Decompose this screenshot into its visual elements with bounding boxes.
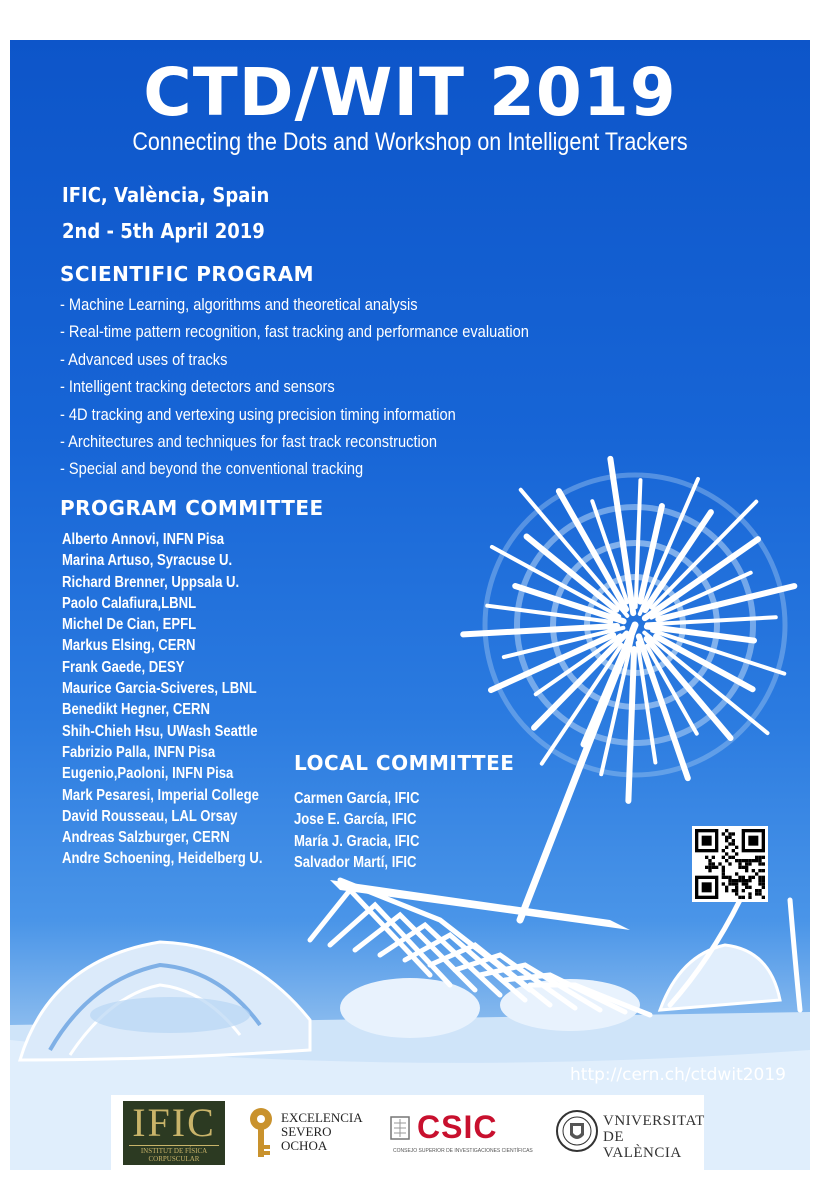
qr-module [758,856,761,859]
qr-module [748,886,751,889]
qr-module [762,896,765,899]
committee-member: Andre Schoening, Heidelberg U. [62,850,263,868]
qr-module [752,859,755,862]
qr-module [722,882,725,885]
qr-module [728,862,731,865]
committee-member: Alberto Annovi, INFN Pisa [62,531,225,548]
committee-member: Marina Artuso, Syracuse U. [62,552,233,570]
ific-logo: IFIC INSTITUT DE FÍSICA CORPUSCULAR [123,1101,225,1165]
qr-module [762,886,765,889]
qr-module [748,892,751,895]
qr-module [748,862,751,865]
qr-module [705,866,708,869]
committee-member: Richard Brenner, Uppsala U. [62,573,240,591]
qr-module [748,879,751,882]
list-item: - Advanced uses of tracks [60,349,228,369]
qr-module [725,829,728,832]
sponsor-logo-bar [111,1095,704,1170]
qr-module [735,859,738,862]
qr-module [745,882,748,885]
event-dates: 2nd - 5th April 2019 [62,219,265,243]
list-item: - Architectures and techniques for fast track reconstruction [60,431,438,451]
poster-title: CTD/WIT 2019 [143,54,677,131]
qr-module [732,856,735,859]
qr-module [732,882,735,885]
qr-module [755,859,758,862]
committee-member: Salvador Martí, IFIC [294,853,417,871]
qr-module [738,859,741,862]
qr-module [762,879,765,882]
qr-module [735,872,738,875]
qr-module [755,889,758,892]
qr-module [745,869,748,872]
qr-module [732,849,735,852]
qr-module [758,876,761,879]
qr-module [705,856,708,859]
qr-module [758,892,761,895]
qr-module [722,849,725,852]
qr-module [748,896,751,899]
qr-module [722,866,725,869]
committee-member: Frank Gaede, DESY [62,658,185,676]
qr-module [758,859,761,862]
qr-module [745,879,748,882]
poster [10,40,810,1170]
firework-ray [636,480,641,607]
qr-module [722,856,725,859]
qr-module [735,846,738,849]
qr-module [735,886,738,889]
universitat-valencia-logo: VNIVERSITAT DE VALÈNCIA [603,1113,705,1161]
qr-module [742,876,745,879]
qr-module [742,889,745,892]
qr-module [752,876,755,879]
committee-member: Andreas Salzburger, CERN [62,829,230,847]
csic-subtitle: CONSEJO SUPERIOR DE INVESTIGACIONES CIENTÍFICAS [393,1148,533,1154]
scientific-program-heading: SCIENTIFIC PROGRAM [60,262,315,286]
qr-module [708,869,711,872]
qr-module [738,879,741,882]
qr-module [728,879,731,882]
qr-module [732,839,735,842]
qr-module [745,859,748,862]
list-item: - Real-time pattern recognition, fast tracking and performance evaluation [60,322,529,342]
qr-module [738,896,741,899]
qr-module [725,846,728,849]
qr-module [708,866,711,869]
qr-module [745,886,748,889]
qr-module [758,882,761,885]
qr-module [735,889,738,892]
qr-module [712,856,715,859]
qr-module [735,852,738,855]
qr-module [742,882,745,885]
qr-module [735,879,738,882]
qr-module [758,879,761,882]
scientific-program-list [60,293,605,485]
qr-module [728,876,731,879]
qr-module [762,862,765,865]
qr-module [715,866,718,869]
qr-module [738,866,741,869]
qr-module [758,889,761,892]
qr-module [712,866,715,869]
qr-module [742,879,745,882]
local-committee-heading: LOCAL COMMITTEE [294,751,515,775]
qr-module [732,889,735,892]
venue: IFIC, València, Spain [62,183,270,207]
qr-module [702,836,712,846]
qr-module [712,862,715,865]
qr-module [742,859,745,862]
csic-logo: CSIC [417,1109,498,1145]
committee-member: Paolo Calafiura,LBNL [62,594,197,612]
poster-subtitle: Connecting the Dots and Workshop on Intelligent Trackers [132,128,688,156]
qr-module [742,896,745,899]
qr-module [732,879,735,882]
qr-module [735,892,738,895]
committee-member: Shih-Chieh Hsu, UWash Seattle [62,722,258,740]
committee-member: Benedikt Hegner, CERN [62,701,210,719]
qr-module [758,869,761,872]
qr-module [728,832,731,835]
qr-module [702,882,712,892]
qr-module [725,876,728,879]
list-item: - 4D tracking and vertexing using precision timing information [60,404,456,424]
committee-member: David Rousseau, LAL Orsay [62,807,238,825]
qr-module [735,882,738,885]
qr-module [745,866,748,869]
qr-module [732,832,735,835]
qr-module [722,876,725,879]
list-item: - Machine Learning, algorithms and theoretical analysis [60,295,418,314]
program-committee-list [62,529,306,870]
qr-module [728,882,731,885]
qr-module [725,859,728,862]
qr-module [755,892,758,895]
qr-module [722,869,725,872]
qr-module [725,836,728,839]
committee-member: Jose E. García, IFIC [294,811,417,829]
qr-module [748,876,751,879]
qr-module [762,876,765,879]
qr-module [755,856,758,859]
qr-module [708,862,711,865]
committee-member: Eugenio,Paoloni, INFN Pisa [62,765,234,783]
qr-module [748,859,751,862]
qr-module [738,862,741,865]
qr-module [722,832,725,835]
qr-module [725,889,728,892]
universitat-seal-icon [555,1109,599,1153]
committee-member: Mark Pesaresi, Imperial College [62,786,259,804]
qr-module [738,876,741,879]
qr-module [728,842,731,845]
committee-member: María J. Gracia, IFIC [294,832,420,850]
committee-member: Markus Elsing, CERN [62,637,196,655]
qr-module [718,862,721,865]
qr-code-icon[interactable] [692,826,768,902]
csic-emblem-icon [389,1115,411,1141]
qr-module [722,872,725,875]
local-committee-list [294,788,447,873]
program-committee-heading: PROGRAM COMMITTEE [60,496,324,520]
severo-ochoa-key-icon [247,1105,275,1161]
list-item: - Intelligent tracking detectors and sensors [60,377,335,397]
committee-member: Carmen García, IFIC [294,790,420,807]
qr-module [725,839,728,842]
qr-module [762,882,765,885]
qr-module [725,852,728,855]
event-url-link[interactable]: http://cern.ch/ctdwit2019 [570,1065,786,1085]
qr-module [758,862,761,865]
qr-module [755,872,758,875]
qr-module [762,869,765,872]
qr-module [745,862,748,865]
committee-member: Fabrizio Palla, INFN Pisa [62,743,216,761]
committee-member: Michel De Cian, EPFL [62,616,197,634]
severo-ochoa-logo: EXCELENCIA SEVERO OCHOA [281,1110,363,1153]
list-item: - Special and beyond the conventional tracking [60,459,364,479]
qr-module [725,886,728,889]
qr-module [752,869,755,872]
qr-module [748,836,758,846]
committee-member: Maurice Garcia-Sciveres, LBNL [62,680,257,698]
qr-module [732,842,735,845]
qr-module [728,856,731,859]
qr-module [708,859,711,862]
qr-module [762,856,765,859]
qr-module [728,836,731,839]
qr-module [742,866,745,869]
